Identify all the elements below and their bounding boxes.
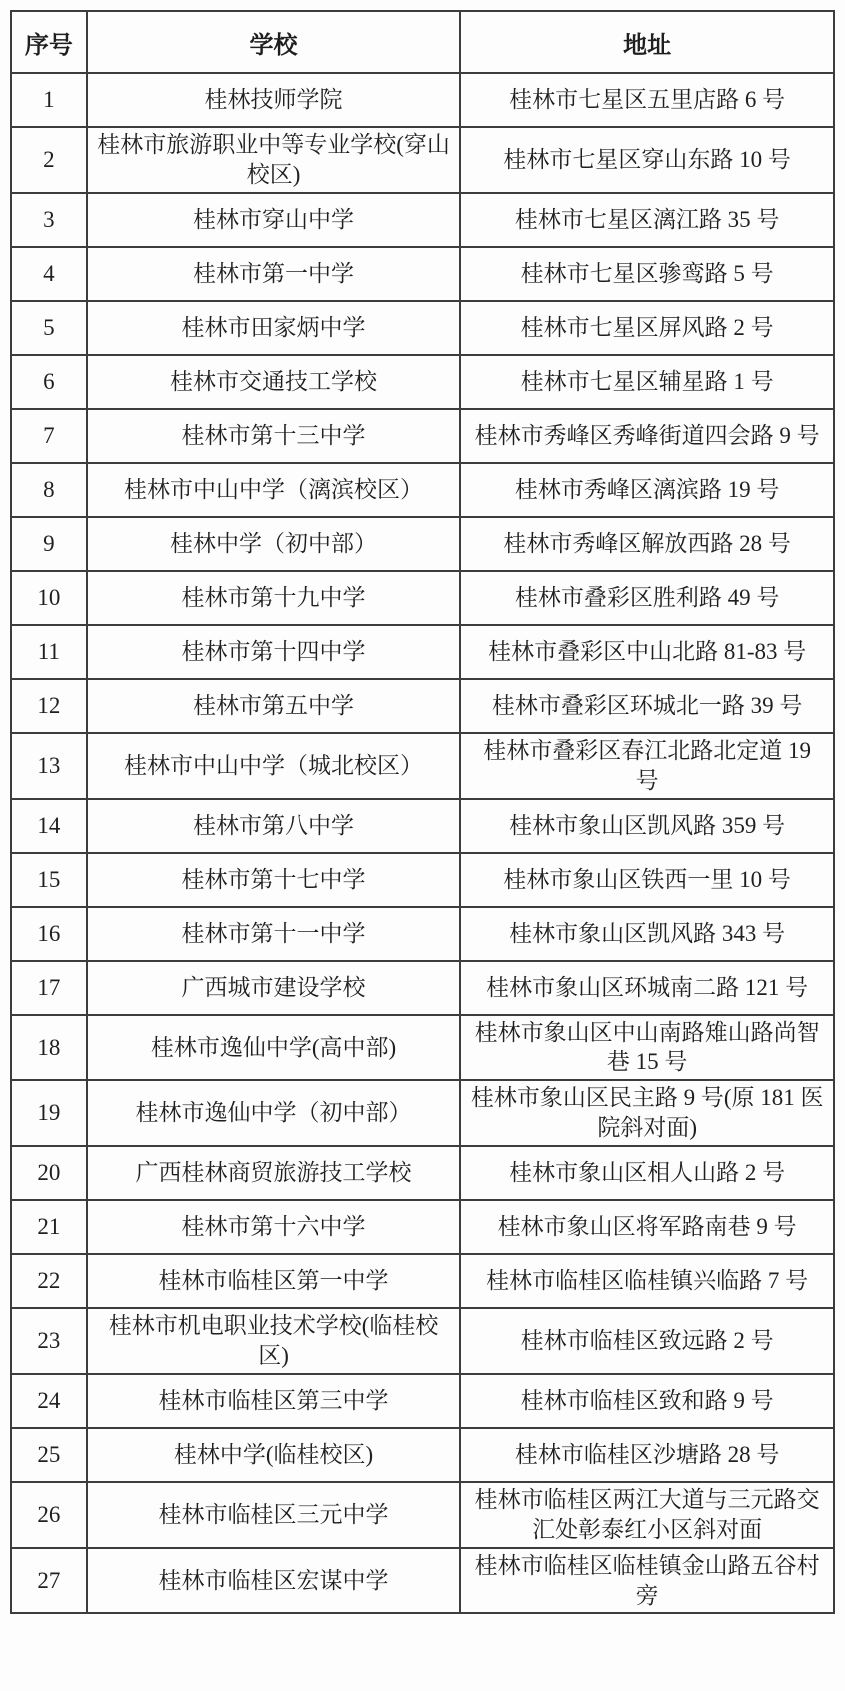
cell-address: 桂林市七星区漓江路 35 号 [460, 193, 834, 247]
cell-school: 桂林市第八中学 [87, 799, 461, 853]
cell-index: 11 [11, 625, 87, 679]
cell-school: 广西桂林商贸旅游技工学校 [87, 1146, 461, 1200]
cell-index: 17 [11, 961, 87, 1015]
cell-school: 桂林市中山中学（漓滨校区） [87, 463, 461, 517]
cell-school: 桂林市第一中学 [87, 247, 461, 301]
cell-address: 桂林市象山区凯风路 359 号 [460, 799, 834, 853]
cell-school: 桂林市临桂区三元中学 [87, 1482, 461, 1548]
cell-school: 广西城市建设学校 [87, 961, 461, 1015]
cell-school: 桂林市田家炳中学 [87, 301, 461, 355]
cell-index: 5 [11, 301, 87, 355]
cell-index: 23 [11, 1308, 87, 1374]
table-row [11, 571, 834, 625]
schools-table [10, 10, 835, 1614]
cell-index: 8 [11, 463, 87, 517]
cell-school: 桂林市第十四中学 [87, 625, 461, 679]
table-row [11, 193, 834, 247]
cell-school: 桂林市第十一中学 [87, 907, 461, 961]
cell-school: 桂林市逸仙中学(高中部) [87, 1015, 461, 1081]
table-header [11, 11, 834, 73]
cell-address: 桂林市叠彩区环城北一路 39 号 [460, 679, 834, 733]
cell-school: 桂林市旅游职业中等专业学校(穿山校区) [87, 127, 461, 193]
cell-index: 26 [11, 1482, 87, 1548]
cell-address: 桂林市象山区相人山路 2 号 [460, 1146, 834, 1200]
table-row [11, 1080, 834, 1146]
cell-index: 6 [11, 355, 87, 409]
cell-address: 桂林市临桂区沙塘路 28 号 [460, 1428, 834, 1482]
cell-address: 桂林市七星区五里店路 6 号 [460, 73, 834, 127]
cell-address: 桂林市象山区凯风路 343 号 [460, 907, 834, 961]
cell-school: 桂林市穿山中学 [87, 193, 461, 247]
table-row [11, 73, 834, 127]
table-row [11, 1374, 834, 1428]
table-row [11, 247, 834, 301]
cell-school: 桂林市临桂区第一中学 [87, 1254, 461, 1308]
cell-index: 2 [11, 127, 87, 193]
cell-address: 桂林市象山区将军路南巷 9 号 [460, 1200, 834, 1254]
cell-index: 12 [11, 679, 87, 733]
cell-index: 10 [11, 571, 87, 625]
table-row [11, 1482, 834, 1548]
table-row [11, 1308, 834, 1374]
table-row [11, 961, 834, 1015]
cell-address: 桂林市象山区中山南路雉山路尚智巷 15 号 [460, 1015, 834, 1081]
cell-address: 桂林市临桂区致和路 9 号 [460, 1374, 834, 1428]
cell-index: 7 [11, 409, 87, 463]
cell-school: 桂林技师学院 [87, 73, 461, 127]
cell-address: 桂林市七星区骖鸾路 5 号 [460, 247, 834, 301]
cell-index: 14 [11, 799, 87, 853]
cell-address: 桂林市临桂区临桂镇金山路五谷村旁 [460, 1548, 834, 1614]
cell-address: 桂林市七星区穿山东路 10 号 [460, 127, 834, 193]
table-row [11, 517, 834, 571]
table-row [11, 1015, 834, 1081]
table-row [11, 625, 834, 679]
cell-school: 桂林市第十七中学 [87, 853, 461, 907]
header-cell-index: 序号 [11, 11, 87, 73]
cell-index: 16 [11, 907, 87, 961]
cell-school: 桂林市临桂区宏谋中学 [87, 1548, 461, 1614]
table-row [11, 1146, 834, 1200]
table-row [11, 1200, 834, 1254]
table-body [11, 73, 834, 1613]
table-row [11, 679, 834, 733]
cell-address: 桂林市叠彩区春江北路北定道 19 号 [460, 733, 834, 799]
table-row [11, 1548, 834, 1614]
table-row [11, 127, 834, 193]
cell-address: 桂林市叠彩区胜利路 49 号 [460, 571, 834, 625]
cell-school: 桂林市机电职业技术学校(临桂校区) [87, 1308, 461, 1374]
cell-address: 桂林市七星区屏风路 2 号 [460, 301, 834, 355]
cell-school: 桂林市逸仙中学（初中部） [87, 1080, 461, 1146]
cell-address: 桂林市秀峰区秀峰街道四会路 9 号 [460, 409, 834, 463]
cell-index: 24 [11, 1374, 87, 1428]
cell-index: 18 [11, 1015, 87, 1081]
cell-address: 桂林市临桂区两江大道与三元路交汇处彰泰红小区斜对面 [460, 1482, 834, 1548]
header-cell-address: 地址 [460, 11, 834, 73]
table-row [11, 799, 834, 853]
cell-address: 桂林市叠彩区中山北路 81-83 号 [460, 625, 834, 679]
cell-address: 桂林市象山区铁西一里 10 号 [460, 853, 834, 907]
table-row [11, 1428, 834, 1482]
cell-school: 桂林市第五中学 [87, 679, 461, 733]
cell-address: 桂林市秀峰区解放西路 28 号 [460, 517, 834, 571]
cell-index: 1 [11, 73, 87, 127]
cell-index: 21 [11, 1200, 87, 1254]
cell-index: 4 [11, 247, 87, 301]
cell-school: 桂林市临桂区第三中学 [87, 1374, 461, 1428]
cell-school: 桂林市第十九中学 [87, 571, 461, 625]
cell-index: 25 [11, 1428, 87, 1482]
cell-address: 桂林市七星区辅星路 1 号 [460, 355, 834, 409]
cell-index: 22 [11, 1254, 87, 1308]
table-row [11, 907, 834, 961]
table-row [11, 409, 834, 463]
cell-school: 桂林市中山中学（城北校区） [87, 733, 461, 799]
cell-school: 桂林市第十六中学 [87, 1200, 461, 1254]
cell-school: 桂林中学(临桂校区) [87, 1428, 461, 1482]
cell-school: 桂林中学（初中部） [87, 517, 461, 571]
header-cell-school: 学校 [87, 11, 461, 73]
cell-index: 9 [11, 517, 87, 571]
table-row [11, 1254, 834, 1308]
cell-address: 桂林市临桂区临桂镇兴临路 7 号 [460, 1254, 834, 1308]
table-row [11, 301, 834, 355]
cell-address: 桂林市象山区环城南二路 121 号 [460, 961, 834, 1015]
table-row [11, 463, 834, 517]
header-row [11, 11, 834, 73]
cell-index: 20 [11, 1146, 87, 1200]
cell-address: 桂林市象山区民主路 9 号(原 181 医院斜对面) [460, 1080, 834, 1146]
cell-address: 桂林市临桂区致远路 2 号 [460, 1308, 834, 1374]
cell-index: 13 [11, 733, 87, 799]
cell-school: 桂林市交通技工学校 [87, 355, 461, 409]
table-row [11, 355, 834, 409]
cell-index: 19 [11, 1080, 87, 1146]
cell-index: 15 [11, 853, 87, 907]
cell-address: 桂林市秀峰区漓滨路 19 号 [460, 463, 834, 517]
cell-school: 桂林市第十三中学 [87, 409, 461, 463]
cell-index: 3 [11, 193, 87, 247]
table-row [11, 853, 834, 907]
table-row [11, 733, 834, 799]
cell-index: 27 [11, 1548, 87, 1614]
